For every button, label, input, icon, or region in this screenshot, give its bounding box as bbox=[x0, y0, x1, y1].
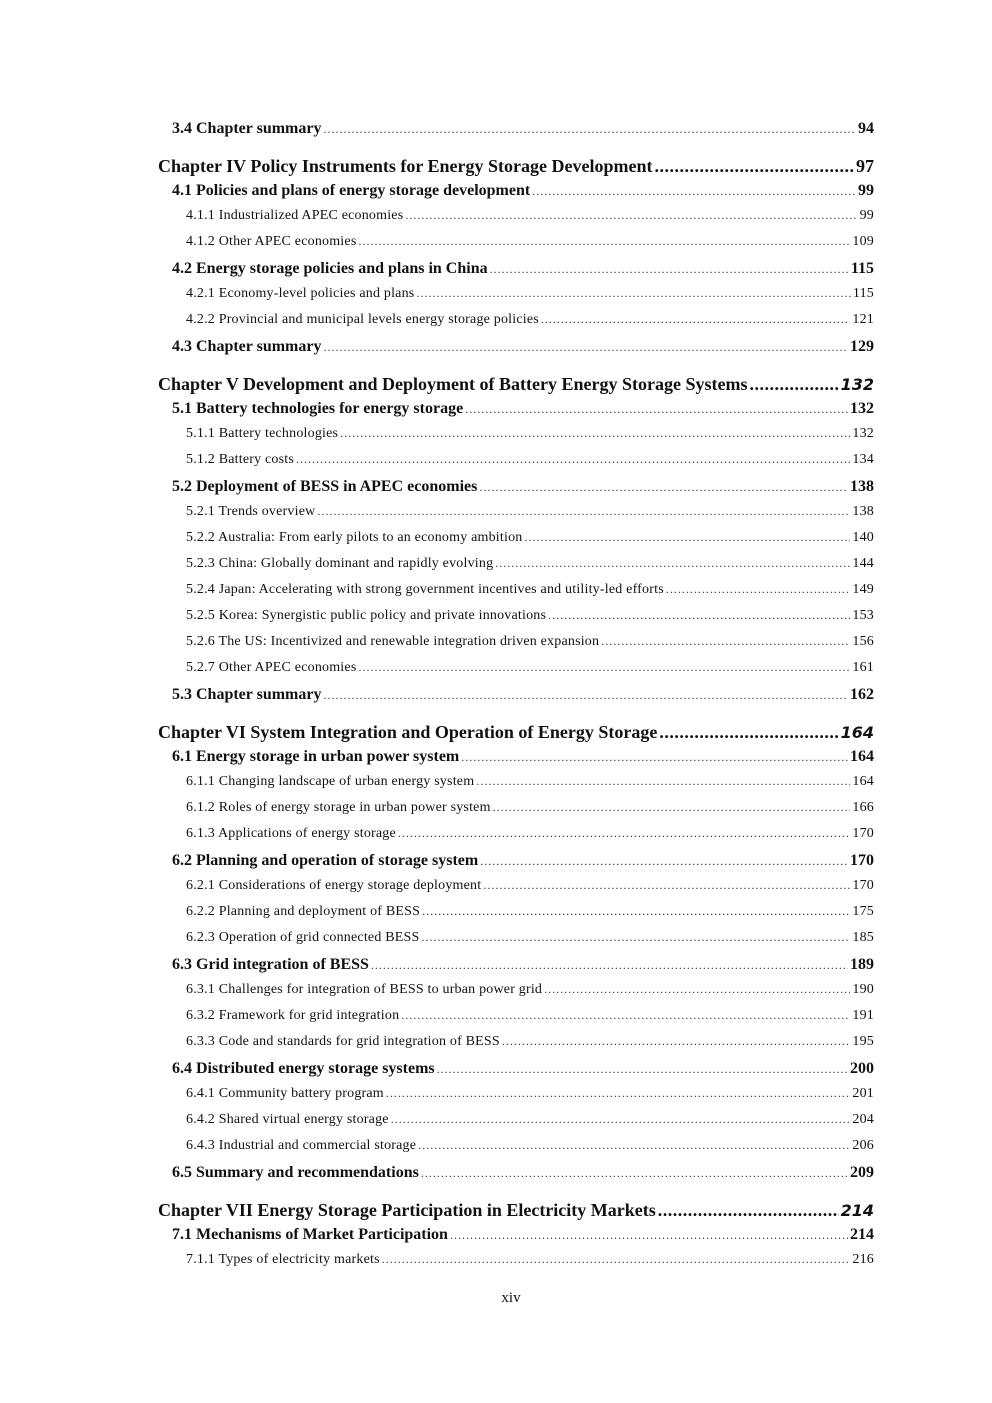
toc-entry-title bbox=[172, 956, 369, 974]
toc-entry-text: The US: Incentivized and renewable integration driven expansion bbox=[218, 634, 600, 649]
toc-entry-number: 6.2 bbox=[172, 852, 192, 869]
dot-leader bbox=[465, 402, 848, 417]
toc-entry-text: Chapter summary bbox=[196, 338, 322, 355]
toc-entry-title bbox=[172, 1226, 448, 1244]
toc-subsection-entry[interactable] bbox=[158, 582, 874, 608]
toc-entry-title bbox=[186, 234, 356, 250]
toc-section-entry[interactable] bbox=[158, 852, 874, 878]
toc-entry-text: Policies and plans of energy storage development bbox=[196, 182, 531, 199]
toc-entry-title bbox=[158, 156, 652, 177]
dot-leader bbox=[479, 480, 848, 495]
toc-entry-text: Applications of energy storage bbox=[217, 826, 396, 841]
toc-entry-title bbox=[186, 800, 491, 816]
toc-entry-title bbox=[186, 504, 315, 520]
toc-entry-title bbox=[186, 1034, 500, 1050]
toc-entry-number: 6.1 bbox=[172, 748, 192, 765]
toc-entry-title bbox=[186, 556, 493, 572]
toc-page-number: 99 bbox=[859, 208, 874, 223]
toc-page-number: 214 bbox=[850, 1226, 874, 1243]
toc-page-number: 170 bbox=[852, 826, 874, 841]
toc-section-entry[interactable] bbox=[158, 182, 874, 208]
toc-page-number: 144 bbox=[852, 556, 874, 571]
toc-subsection-entry[interactable] bbox=[158, 1252, 874, 1278]
toc-page-number: 189 bbox=[850, 956, 874, 973]
toc-subsection-entry[interactable] bbox=[158, 774, 874, 800]
toc-entry-title bbox=[172, 260, 488, 278]
toc-entry-text: China: Globally dominant and rapidly evolving bbox=[218, 556, 494, 571]
toc-entry-number: 5.2 bbox=[172, 478, 192, 495]
toc-entry-text: Code and standards for grid integration of BESS bbox=[218, 1034, 500, 1049]
toc-subsection-entry[interactable] bbox=[158, 1086, 874, 1112]
toc-entry-text: Japan: Accelerating with strong government incentives and utility-led efforts bbox=[218, 582, 664, 597]
toc-entry-text: Types of electricity markets bbox=[218, 1252, 380, 1267]
toc-section-entry[interactable] bbox=[158, 1060, 874, 1086]
toc-entry-text: Challenges for integration of BESS to urban power grid bbox=[218, 982, 543, 997]
toc-page-number: 200 bbox=[850, 1060, 874, 1077]
toc-page-number: 164 bbox=[852, 774, 874, 789]
toc-section-entry[interactable] bbox=[158, 956, 874, 982]
toc-subsection-entry[interactable] bbox=[158, 826, 874, 852]
toc-entry-number: 6.1.2 bbox=[186, 800, 215, 815]
toc-entry-title bbox=[172, 748, 459, 766]
toc-entry-number: 4.2.2 bbox=[186, 312, 215, 327]
toc-subsection-entry[interactable] bbox=[158, 312, 874, 338]
toc-entry-number: 6.3.3 bbox=[186, 1034, 215, 1049]
toc-entry-title bbox=[186, 660, 356, 676]
toc-entry-title bbox=[186, 208, 403, 224]
toc-entry-text: Development and Deployment of Battery Energy Storage Systems bbox=[243, 374, 748, 394]
dot-leader bbox=[323, 122, 856, 137]
toc-page-number: 138 bbox=[852, 504, 874, 519]
toc-entry-number: 5.2.3 bbox=[186, 556, 215, 571]
toc-entry-number: 4.1.1 bbox=[186, 208, 215, 223]
toc-entry-number: 6.4.2 bbox=[186, 1112, 215, 1127]
toc-entry-text: Distributed energy storage systems bbox=[196, 1060, 435, 1077]
toc-entry-text: Mechanisms of Market Participation bbox=[196, 1226, 448, 1243]
toc-entry-title bbox=[186, 1138, 416, 1154]
toc-entry-number: Chapter IV bbox=[158, 156, 246, 176]
toc-entry-number: 5.1 bbox=[172, 400, 192, 417]
toc-entry-text: Chapter summary bbox=[196, 686, 322, 703]
toc-page-number: 170 bbox=[850, 852, 874, 869]
toc-page-number: 190 bbox=[852, 982, 874, 997]
dot-leader bbox=[340, 426, 850, 441]
toc-entry-number: 6.1.1 bbox=[186, 774, 215, 789]
toc-page-number: 164 bbox=[850, 748, 874, 765]
toc-subsection-entry[interactable] bbox=[158, 452, 874, 478]
dot-leader bbox=[461, 750, 848, 765]
toc-subsection-entry[interactable] bbox=[158, 634, 874, 660]
toc-page-number: 140 bbox=[852, 530, 874, 545]
toc-entry-text: Chapter summary bbox=[196, 120, 322, 137]
toc-entry-number: 6.3.2 bbox=[186, 1008, 215, 1023]
toc-entry-text: Changing landscape of urban energy system bbox=[218, 774, 475, 789]
toc-page-number: 94 bbox=[858, 120, 874, 137]
toc-entry-number: 5.2.5 bbox=[186, 608, 215, 623]
table-of-contents bbox=[158, 120, 874, 1278]
dot-leader bbox=[358, 660, 850, 675]
toc-entry-number: 6.3 bbox=[172, 956, 192, 973]
toc-entry-number: 5.3 bbox=[172, 686, 192, 703]
toc-section-entry[interactable] bbox=[158, 400, 874, 426]
toc-entry-number: 7.1.1 bbox=[186, 1252, 215, 1267]
toc-entry-text: Industrial and commercial storage bbox=[218, 1138, 417, 1153]
toc-entry-text: Planning and operation of storage system bbox=[196, 852, 479, 869]
toc-subsection-entry[interactable] bbox=[158, 1138, 874, 1164]
toc-page-number: 149 bbox=[852, 582, 874, 597]
toc-page-number: 109 bbox=[852, 234, 874, 249]
toc-section-entry[interactable] bbox=[158, 1226, 874, 1252]
toc-entry-text: Trends overview bbox=[218, 504, 316, 519]
toc-entry-number: Chapter V bbox=[158, 374, 239, 394]
toc-entry-number: 4.3 bbox=[172, 338, 192, 355]
toc-entry-text: Other APEC economies bbox=[218, 660, 357, 675]
dot-leader bbox=[654, 156, 854, 177]
toc-section-entry[interactable] bbox=[158, 338, 874, 364]
toc-subsection-entry[interactable] bbox=[158, 608, 874, 634]
toc-entry-title bbox=[158, 722, 657, 743]
toc-entry-title bbox=[186, 1086, 384, 1102]
toc-page-number: 129 bbox=[850, 338, 874, 355]
toc-entry-text: Framework for grid integration bbox=[218, 1008, 400, 1023]
toc-entry-number: 5.1.2 bbox=[186, 452, 215, 467]
toc-entry-title bbox=[172, 1060, 435, 1078]
toc-page-number: 201 bbox=[852, 1086, 874, 1101]
toc-entry-title bbox=[186, 774, 474, 790]
toc-entry-number: 6.2.1 bbox=[186, 878, 215, 893]
dot-leader bbox=[495, 556, 850, 571]
toc-subsection-entry[interactable] bbox=[158, 208, 874, 234]
toc-page-number: 97 bbox=[856, 156, 874, 176]
toc-entry-number: 6.2.3 bbox=[186, 930, 215, 945]
toc-entry-number: 5.1.1 bbox=[186, 426, 215, 441]
toc-page-number: 162 bbox=[850, 686, 874, 703]
toc-entry-number: 3.4 bbox=[172, 120, 192, 137]
toc-subsection-entry[interactable] bbox=[158, 982, 874, 1008]
toc-subsection-entry[interactable] bbox=[158, 878, 874, 904]
toc-section-entry[interactable] bbox=[158, 120, 874, 146]
dot-leader bbox=[548, 608, 850, 623]
toc-entry-title bbox=[186, 452, 294, 468]
toc-page-number: 138 bbox=[850, 478, 874, 495]
toc-page-number: 209 bbox=[850, 1164, 874, 1181]
toc-entry-text: Korea: Synergistic public policy and private innovations bbox=[218, 608, 547, 623]
toc-entry-title bbox=[186, 312, 539, 328]
page-number: xiv bbox=[501, 1290, 521, 1306]
dot-leader bbox=[398, 826, 850, 841]
toc-entry-title bbox=[172, 1164, 419, 1182]
dot-leader bbox=[601, 634, 850, 649]
toc-entry-title bbox=[186, 1112, 389, 1128]
toc-entry-title bbox=[186, 878, 481, 894]
dot-leader bbox=[541, 312, 850, 327]
toc-entry-text: Policy Instruments for Energy Storage Development bbox=[250, 156, 653, 176]
dot-leader bbox=[422, 904, 850, 919]
toc-entry-text: Energy Storage Participation in Electricity Markets bbox=[257, 1200, 656, 1220]
toc-subsection-entry[interactable] bbox=[158, 286, 874, 312]
toc-entry-text: Battery technologies for energy storage bbox=[196, 400, 464, 417]
toc-entry-text: Energy storage policies and plans in China bbox=[196, 260, 488, 277]
toc-entry-title bbox=[186, 608, 546, 624]
toc-entry-title bbox=[172, 686, 321, 704]
toc-page-number: 99 bbox=[858, 182, 874, 199]
toc-entry-title bbox=[186, 1252, 380, 1268]
toc-entry-number: 6.2.2 bbox=[186, 904, 215, 919]
toc-subsection-entry[interactable] bbox=[158, 504, 874, 530]
toc-entry-title bbox=[186, 1008, 399, 1024]
toc-subsection-entry[interactable] bbox=[158, 556, 874, 582]
dot-leader bbox=[386, 1086, 850, 1101]
dot-leader bbox=[317, 504, 850, 519]
toc-entry-number: 6.1.3 bbox=[186, 826, 215, 841]
toc-page-number: 191 bbox=[852, 1008, 874, 1023]
toc-page-number: 206 bbox=[852, 1138, 874, 1153]
toc-page-number: 216 bbox=[852, 1252, 874, 1267]
toc-page-number: 132 bbox=[852, 426, 874, 441]
toc-subsection-entry[interactable] bbox=[158, 426, 874, 452]
toc-chapter-entry[interactable] bbox=[158, 722, 874, 748]
toc-section-entry[interactable] bbox=[158, 686, 874, 712]
toc-entry-number: Chapter VII bbox=[158, 1200, 253, 1220]
dot-leader bbox=[749, 374, 838, 395]
toc-page-number: 153 bbox=[852, 608, 874, 623]
toc-page-number: 161 bbox=[852, 660, 874, 675]
dot-leader bbox=[450, 1228, 848, 1243]
toc-entry-text: Roles of energy storage in urban power system bbox=[218, 800, 491, 815]
toc-entry-title bbox=[172, 400, 463, 418]
toc-page-number: 170 bbox=[852, 878, 874, 893]
toc-entry-title bbox=[186, 826, 396, 842]
toc-entry-number: 4.1 bbox=[172, 182, 192, 199]
toc-entry-text: Summary and recommendations bbox=[196, 1164, 419, 1181]
toc-subsection-entry[interactable] bbox=[158, 1008, 874, 1034]
toc-entry-title bbox=[172, 182, 530, 200]
toc-subsection-entry[interactable] bbox=[158, 1112, 874, 1138]
dot-leader bbox=[532, 184, 856, 199]
dot-leader bbox=[490, 262, 849, 277]
toc-entry-text: Energy storage in urban power system bbox=[196, 748, 460, 765]
toc-entry-number: 6.5 bbox=[172, 1164, 192, 1181]
dot-leader bbox=[382, 1252, 851, 1267]
dot-leader bbox=[418, 1138, 850, 1153]
toc-entry-title bbox=[186, 286, 414, 302]
toc-section-entry[interactable] bbox=[158, 478, 874, 504]
toc-page-number: 185 bbox=[852, 930, 874, 945]
toc-entry-text: Industrialized APEC economies bbox=[218, 208, 404, 223]
toc-entry-number: 6.3.1 bbox=[186, 982, 215, 997]
dot-leader bbox=[296, 452, 850, 467]
dot-leader bbox=[405, 208, 857, 223]
toc-entry-number: 6.4 bbox=[172, 1060, 192, 1077]
toc-page-number: 132 bbox=[840, 375, 874, 394]
toc-subsection-entry[interactable] bbox=[158, 930, 874, 956]
dot-leader bbox=[476, 774, 850, 789]
toc-entry-title bbox=[172, 478, 477, 496]
toc-entry-title bbox=[186, 634, 599, 650]
toc-section-entry[interactable] bbox=[158, 748, 874, 774]
toc-entry-text: Battery technologies bbox=[218, 426, 339, 441]
dot-leader bbox=[391, 1112, 851, 1127]
toc-page-number: 132 bbox=[850, 400, 874, 417]
toc-section-entry[interactable] bbox=[158, 1164, 874, 1190]
toc-chapter-entry[interactable] bbox=[158, 374, 874, 400]
dot-leader bbox=[483, 878, 850, 893]
toc-entry-number: 5.2.4 bbox=[186, 582, 215, 597]
toc-page-number: 175 bbox=[852, 904, 874, 919]
toc-chapter-entry[interactable] bbox=[158, 1200, 874, 1226]
dot-leader bbox=[422, 930, 851, 945]
toc-subsection-entry[interactable] bbox=[158, 904, 874, 930]
dot-leader bbox=[421, 1166, 848, 1181]
toc-page-number: 166 bbox=[852, 800, 874, 815]
toc-entry-number: 5.2.1 bbox=[186, 504, 215, 519]
dot-leader bbox=[416, 286, 850, 301]
toc-entry-number: 6.4.3 bbox=[186, 1138, 215, 1153]
dot-leader bbox=[544, 982, 850, 997]
toc-page-number: 214 bbox=[840, 1201, 874, 1220]
toc-entry-title bbox=[186, 930, 420, 946]
toc-subsection-entry[interactable] bbox=[158, 234, 874, 260]
toc-entry-text: Battery costs bbox=[218, 452, 295, 467]
toc-entry-text: Shared virtual energy storage bbox=[218, 1112, 389, 1127]
toc-entry-number: 5.2.2 bbox=[186, 530, 215, 545]
dot-leader bbox=[437, 1062, 848, 1077]
dot-leader bbox=[401, 1008, 850, 1023]
toc-entry-number: 4.2 bbox=[172, 260, 192, 277]
toc-entry-title bbox=[186, 530, 522, 546]
toc-entry-text: Considerations of energy storage deployment bbox=[218, 878, 482, 893]
toc-entry-text: Operation of grid connected BESS bbox=[218, 930, 420, 945]
dot-leader bbox=[502, 1034, 850, 1049]
toc-entry-text: Grid integration of BESS bbox=[196, 956, 369, 973]
toc-entry-title bbox=[186, 426, 338, 442]
toc-entry-text: Deployment of BESS in APEC economies bbox=[196, 478, 478, 495]
toc-page-number: 156 bbox=[852, 634, 874, 649]
toc-entry-title bbox=[186, 904, 420, 920]
toc-entry-text: Economy-level policies and plans bbox=[218, 286, 415, 301]
toc-entry-number: 4.2.1 bbox=[186, 286, 215, 301]
toc-entry-text: Planning and deployment of BESS bbox=[218, 904, 421, 919]
dot-leader bbox=[659, 722, 838, 743]
toc-subsection-entry[interactable] bbox=[158, 660, 874, 686]
toc-page-number: 195 bbox=[852, 1034, 874, 1049]
toc-entry-title bbox=[172, 852, 478, 870]
dot-leader bbox=[358, 234, 850, 249]
dot-leader bbox=[666, 582, 851, 597]
toc-entry-number: 7.1 bbox=[172, 1226, 192, 1243]
toc-page-number: 115 bbox=[850, 260, 874, 277]
dot-leader bbox=[524, 530, 850, 545]
toc-entry-title bbox=[186, 982, 542, 998]
dot-leader bbox=[371, 958, 848, 973]
toc-entry-number: 5.2.6 bbox=[186, 634, 215, 649]
toc-entry-title bbox=[172, 120, 321, 138]
toc-section-entry[interactable] bbox=[158, 260, 874, 286]
toc-entry-title bbox=[158, 374, 747, 395]
toc-entry-text: System Integration and Operation of Energy Storage bbox=[250, 722, 658, 742]
toc-page-number: 115 bbox=[852, 286, 874, 301]
toc-entry-title bbox=[172, 338, 321, 356]
toc-entry-title bbox=[158, 1200, 656, 1221]
toc-entry-number: 5.2.7 bbox=[186, 660, 215, 675]
toc-entry-text: Community battery program bbox=[218, 1086, 384, 1101]
toc-entry-number: 4.1.2 bbox=[186, 234, 215, 249]
dot-leader bbox=[323, 688, 848, 703]
toc-subsection-entry[interactable] bbox=[158, 530, 874, 556]
toc-page-number: 204 bbox=[852, 1112, 874, 1127]
toc-entry-text: Australia: From early pilots to an economy ambition bbox=[217, 530, 523, 545]
toc-entry-text: Other APEC economies bbox=[218, 234, 357, 249]
toc-entry-title bbox=[186, 582, 664, 598]
toc-entry-number: Chapter VI bbox=[158, 722, 246, 742]
toc-entry-text: Provincial and municipal levels energy storage policies bbox=[218, 312, 539, 327]
toc-subsection-entry[interactable] bbox=[158, 800, 874, 826]
toc-entry-number: 6.4.1 bbox=[186, 1086, 215, 1101]
dot-leader bbox=[323, 340, 848, 355]
toc-page-number: 134 bbox=[852, 452, 874, 467]
toc-subsection-entry[interactable] bbox=[158, 1034, 874, 1060]
toc-page-number: 121 bbox=[852, 312, 874, 327]
toc-page-number: 164 bbox=[840, 723, 874, 742]
toc-chapter-entry[interactable] bbox=[158, 156, 874, 182]
dot-leader bbox=[658, 1200, 839, 1221]
dot-leader bbox=[493, 800, 851, 815]
dot-leader bbox=[480, 854, 848, 869]
